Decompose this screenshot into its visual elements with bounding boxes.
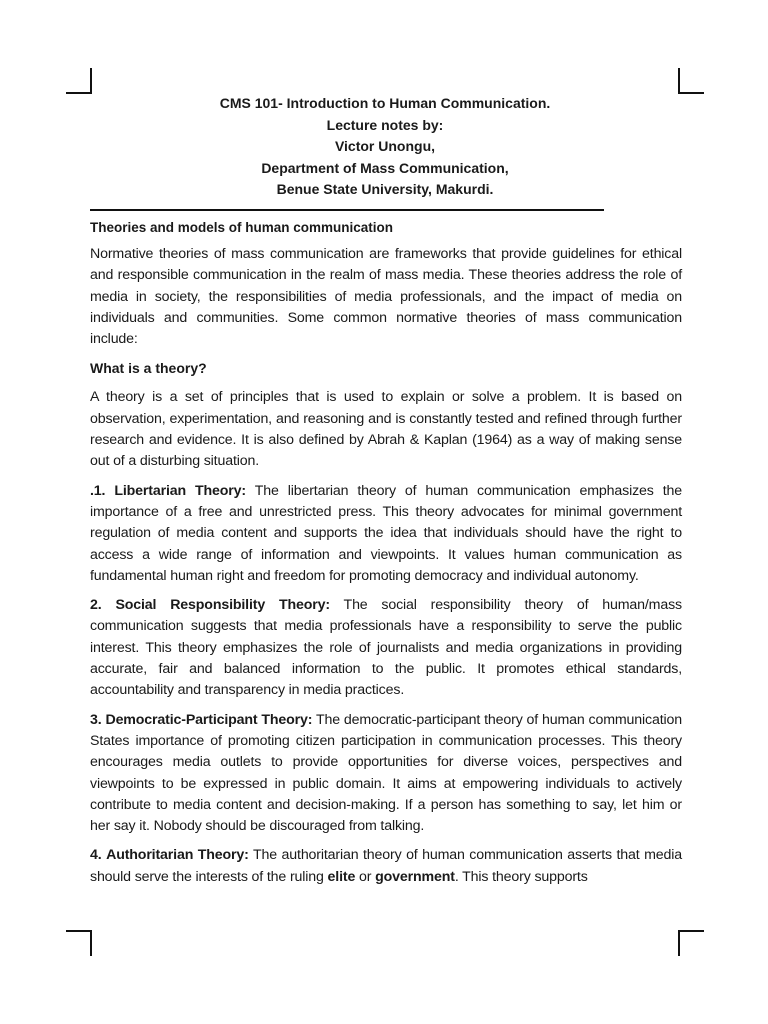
authoritarian-title: Authoritarian Theory: bbox=[106, 847, 249, 864]
libertarian-title: Libertarian Theory: bbox=[114, 482, 246, 499]
authoritarian-elite: elite bbox=[327, 868, 356, 885]
authoritarian-paragraph bbox=[90, 845, 682, 888]
social-responsibility-paragraph bbox=[90, 595, 682, 701]
democratic-participant-text: The democratic-participant theory of human communication States importance of promoting citizen participation in communication processes. This theory encourages media outlets to provide opportunities for diverse voices, perspectives and viewpoints to be expressed in public domain. It aims at empowering individuals to actively contribute to media content and decision-making. If a person has something to say, let him or her say it. Nobody should be discouraged from talking. bbox=[90, 711, 682, 835]
libertarian-text: The libertarian theory of human communication emphasizes the importance of a free and unrestricted press. This theory advocates for minimal government regulation of media content and supports the idea that individuals should have the right to access a wide range of information and viewpoints. It values human communication as fundamental human right and freedom for promoting democracy and individual autonomy. bbox=[90, 482, 682, 584]
header-divider bbox=[90, 209, 604, 211]
crop-mark-bottom-left bbox=[66, 930, 92, 956]
crop-mark-top-right bbox=[678, 68, 704, 94]
authoritarian-text-mid: or bbox=[358, 868, 372, 885]
democratic-participant-number: 3. bbox=[90, 711, 102, 728]
libertarian-number: .1. bbox=[90, 482, 106, 499]
authoritarian-government: government bbox=[375, 868, 455, 885]
social-responsibility-text: The social responsibility theory of human/mass communication suggests that media professionals have a responsibility to serve the public interest. This theory emphasizes the role of journalists and media organizations in providing accurate, fair and balanced information to the public. It promotes ethical standards, accountability and transparency in media practices. bbox=[90, 597, 682, 699]
theory-definition-paragraph: A theory is a set of principles that is used to explain or solve a problem. It is based on observation, experimentation, and reasoning and is constantly tested and refined through further research and evidence. It is also defined by Abrah & Kaplan (1964) as a way of making sense out of a disturbing situation. bbox=[90, 389, 682, 470]
university-name: Benue State University, Makurdi. bbox=[276, 181, 494, 197]
document-body bbox=[90, 218, 682, 896]
lecture-notes-label: Lecture notes by: bbox=[326, 116, 444, 133]
democratic-participant-paragraph bbox=[90, 710, 682, 838]
crop-mark-bottom-right bbox=[678, 930, 704, 956]
intro-paragraph: Normative theories of mass communication are frameworks that provide guidelines for ethical and responsible communication in the realm of mass media. These theories address the role of media in society, the responsibilities of media professionals, and the impact of media on individuals and communities. Some common normative theories of mass communication include: bbox=[90, 246, 682, 348]
section-title: Theories and models of human communication bbox=[90, 220, 394, 235]
what-is-theory-heading: What is a theory? bbox=[90, 360, 207, 377]
social-responsibility-number: 2. bbox=[90, 597, 102, 614]
authoritarian-number: 4. bbox=[90, 847, 102, 864]
democratic-participant-title: Democratic-Participant Theory: bbox=[105, 711, 313, 728]
authoritarian-text-before: The authoritarian theory of human communication asserts that media should serve the interests of the ruling bbox=[90, 847, 682, 885]
authoritarian-text-after: . This theory supports bbox=[454, 868, 588, 885]
course-title: CMS 101- Introduction to Human Communication. bbox=[219, 95, 551, 111]
department-name: Department of Mass Communication, bbox=[261, 159, 509, 176]
social-responsibility-title: Social Responsibility Theory: bbox=[115, 597, 330, 614]
crop-mark-top-left bbox=[66, 68, 92, 94]
libertarian-theory-paragraph bbox=[90, 481, 682, 587]
author-name: Victor Unongu, bbox=[334, 138, 436, 154]
document-header bbox=[90, 93, 680, 201]
